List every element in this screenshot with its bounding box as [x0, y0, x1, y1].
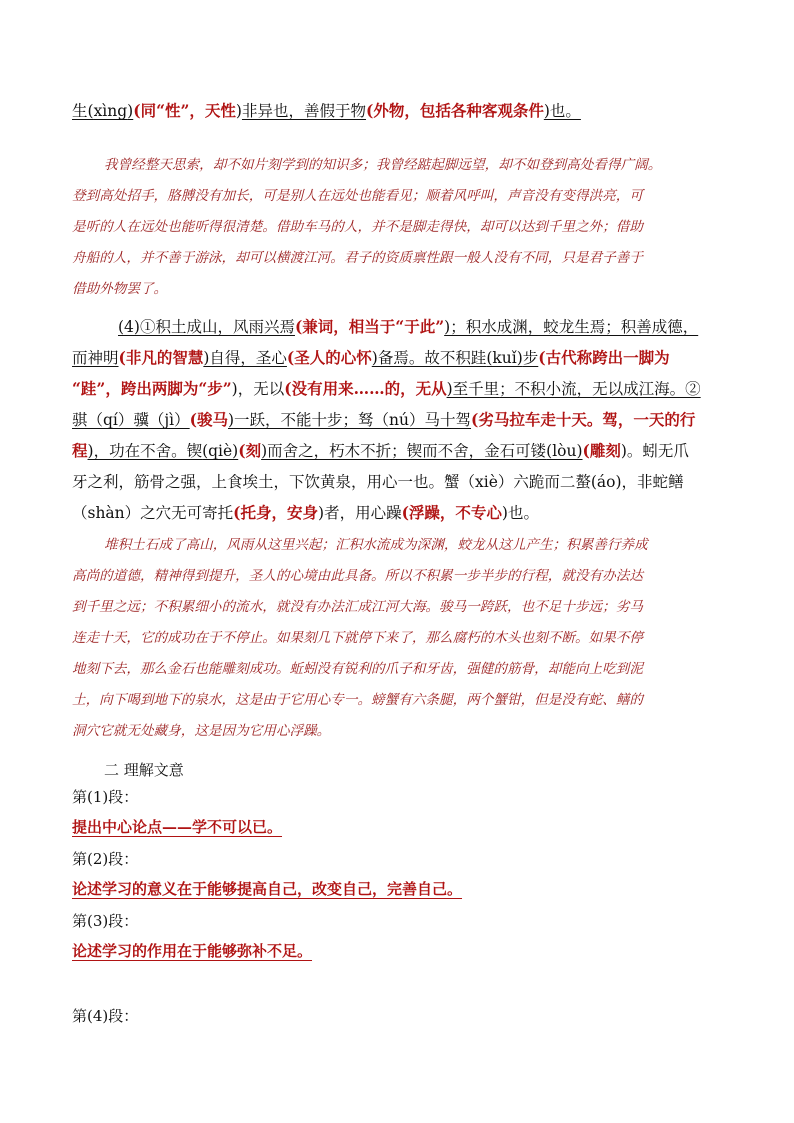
- annotation: 程: [72, 441, 88, 460]
- translation-line: 洞穴它就无处藏身，这是因为它用心浮躁。: [72, 723, 331, 739]
- text-run: )也。: [543, 102, 581, 120]
- answer-text: 论述学习的意义在于能够提高自己，改变自己，完善自己。: [72, 880, 463, 898]
- para4-line-1: [118, 316, 698, 338]
- translation-line: 舟船的人，并不善于游泳，却可以横渡江河。君子的资质禀性跟一般人没有不同，只是君子善于: [72, 250, 643, 266]
- translation-line: 土，向下喝到地下的泉水，这是由于它用心专一。螃蟹有六条腿，两个蟹钳，但是没有蛇、鳝的: [72, 692, 643, 708]
- para4-line-2: [72, 347, 670, 369]
- translation-line: 借助外物罢了。: [72, 281, 168, 297]
- para4-line-7: [72, 502, 539, 524]
- text-run: )者，用心躁: [318, 504, 402, 522]
- annotation: (同“性”，天性: [133, 101, 236, 120]
- text-run: )一跃，不能十步；驽（nú）马十驾: [228, 411, 472, 429]
- text-run: )，功在不舍。锲: [87, 442, 203, 460]
- pinyin: (lòu): [546, 442, 583, 460]
- annotation: (圣人的心怀: [286, 348, 372, 367]
- translation-line: 高尚的道德，精神得到提升，圣人的心境由此具备。所以不积累一步半步的行程，就没有办法达: [72, 568, 643, 584]
- annotation: (兼词，相当于“于此”: [294, 317, 445, 336]
- text-run: )；积水成渊，蛟龙生焉；积善成德，: [444, 318, 699, 336]
- text-run: 牙之利，筋骨之强，上食埃土，下饮黄泉，用心一也。蟹（xiè）六跪而二螯(áo)，非蛇鳝: [72, 473, 684, 491]
- translation-line: 到千里之远；不积累细小的流水，就没有办法汇成江河大海。骏马一跨跃，也不足十步远；劣马: [72, 599, 643, 615]
- paragraph-1-answer: [72, 817, 282, 837]
- translation-line: 地刻下去，那么金石也能雕刻成功。蚯蚓没有锐利的爪子和牙齿，强健的筋骨，却能向上吃到泥: [72, 661, 643, 677]
- translation-line: 堆积土石成了高山，风雨从这里兴起；汇积水流成为深渊，蛟龙从这儿产生；积累善行养成: [104, 537, 648, 553]
- text-run: （shàn）之穴无可寄托: [72, 504, 234, 522]
- annotation: (雕刻: [582, 441, 621, 460]
- pinyin: xìng: [93, 102, 128, 120]
- pinyin: (qiè): [202, 442, 239, 460]
- text-run: 生(: [72, 102, 94, 120]
- translation-line: 是听的人在远处也能听得很清楚。借助车马的人，并不是脚走得快，却可以达到千里之外；借助: [72, 219, 643, 235]
- section-heading: 二 理解文意: [104, 761, 184, 779]
- text-run: ；不积小流，无以成江海。②: [499, 380, 701, 398]
- text-run: )。蚓无爪: [620, 442, 689, 460]
- para4-line-4: [72, 409, 695, 431]
- paragraph-3-label: 第(3)段：: [72, 912, 139, 930]
- text-run: 非异也，善假于物: [241, 102, 366, 120]
- text-run: ): [235, 102, 242, 120]
- annotation: (刻: [238, 441, 262, 460]
- annotation: (古代称跨出一脚为: [538, 348, 670, 367]
- paragraph-2-answer: [72, 879, 462, 899]
- text-run: )自得，圣心: [203, 349, 287, 367]
- paragraph-3-answer: [72, 941, 312, 961]
- text-run: )而舍之，朽木不折；锲而不舍，金石可镂: [261, 442, 547, 460]
- annotation: “跬”，跨出两脚为“步”: [72, 379, 232, 398]
- text-run: 骐（qí）骥（jì）: [72, 411, 190, 429]
- annotation: (骏马: [189, 410, 228, 429]
- answer-text: 论述学习的作用在于能够弥补不足。: [72, 942, 313, 960]
- para4-line-6: [72, 471, 684, 493]
- paragraph-4-label: 第(4)段：: [72, 1007, 139, 1025]
- text-run: )，无以: [231, 380, 285, 398]
- annotation: (劣马拉车走十天。驾，一天的行: [471, 410, 696, 429]
- text-run: )也。: [501, 504, 539, 522]
- text-run: )至千里: [446, 380, 500, 398]
- text-run: (4)①积土成山，风雨兴焉: [118, 318, 295, 336]
- annotation: (非凡的智慧: [118, 348, 204, 367]
- paragraph-1-label: 第(1)段：: [72, 788, 139, 806]
- answer-text: 提出中心论点——学不可以已。: [72, 818, 283, 836]
- text-run: 而神明: [72, 349, 119, 367]
- paragraph-2-label: 第(2)段：: [72, 850, 139, 868]
- annotation: (托身，安身: [233, 503, 319, 522]
- para4-line-3: [72, 378, 701, 400]
- text-run: ): [127, 102, 134, 120]
- annotation: (外物，包括各种客观条件: [365, 101, 544, 120]
- para4-line-5: [72, 440, 689, 462]
- annotation: (没有用来……的，无从: [284, 379, 447, 398]
- pinyin: (kuǐ): [486, 349, 523, 367]
- top-text-line: [72, 100, 581, 122]
- translation-line: 我曾经整天思索，却不如片刻学到的知识多；我曾经踮起脚远望，却不如登到高处看得广阔。: [104, 157, 662, 173]
- annotation: (浮躁，不专心: [401, 503, 502, 522]
- translation-line: 连走十天，它的成功在于不停止。如果刻几下就停下来了，那么腐朽的木头也刻不断。如果不停: [72, 630, 643, 646]
- text-run: 步: [522, 349, 539, 367]
- translation-line: 登到高处招手，胳膊没有加长，可是别人在远处也能看见；顺着风呼叫，声音没有变得洪亮，可: [72, 188, 643, 204]
- text-run: )备焉。故不积跬: [371, 349, 487, 367]
